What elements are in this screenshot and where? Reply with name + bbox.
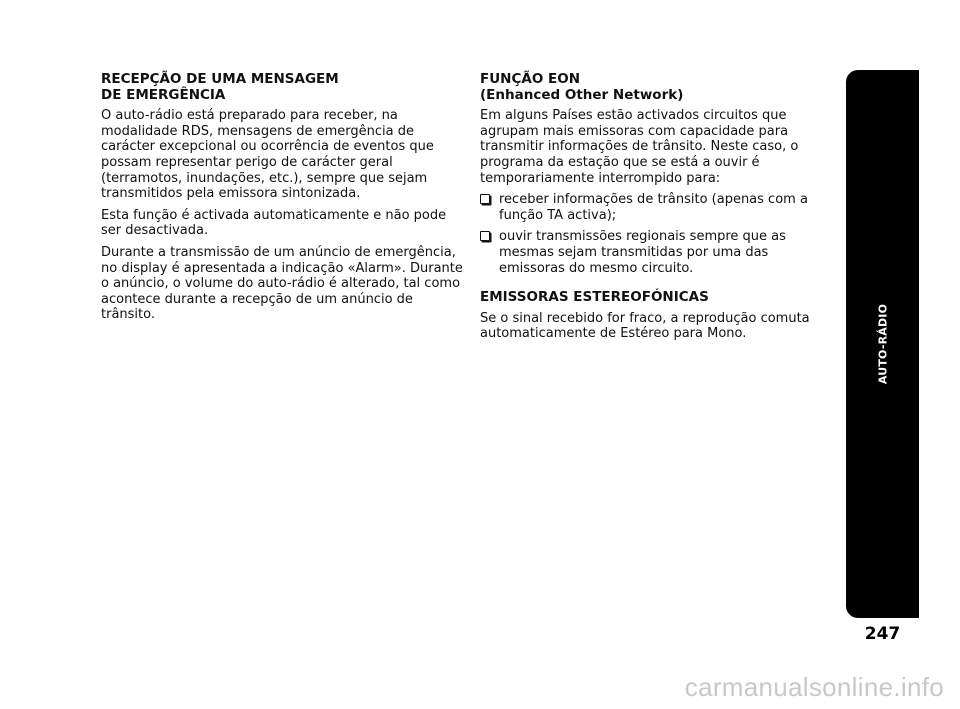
list-item-text: ouvir transmissões regionais sempre que as mesmas sejam transmitidas por uma das emissoras do mesmo circuito. — [499, 229, 786, 276]
heading-line-1: RECEPÇÃO DE UMA MENSAGEM — [101, 71, 339, 87]
bullet-list — [480, 192, 832, 276]
paragraph: Se o sinal recebido for fraco, a reprodução comuta automaticamente de Estéreo para Mono. — [480, 310, 810, 342]
stereo-stations-heading: EMISSORAS ESTEREOFÓNICAS — [480, 289, 709, 306]
section-side-tab — [846, 70, 919, 618]
paragraph: O auto-rádio está preparado para receber, na modalidade RDS, mensagens de emergência de carácter excepcional ou ocorrência de eventos que possam representar perigo de carácter geral (terramotos, inundações, etc.), sempre que sejam transmitidos pela emissora sintonizada. — [101, 108, 434, 202]
list-item — [480, 192, 832, 223]
paragraph: Em alguns Países estão activados circuitos que agrupam mais emissoras com capacidade para transmitir informações de trânsito. Neste caso, o programa da estação que se está a ouvir é temporariamente interrompido para: — [480, 108, 799, 186]
eon-heading — [480, 72, 832, 103]
watermark: carmanualsonline.info — [684, 672, 944, 702]
checkbox-bullet-icon — [480, 194, 490, 204]
section-label: AUTO-RÁDIO — [876, 303, 889, 385]
page-number: 247 — [864, 624, 901, 644]
right-column — [480, 72, 832, 348]
heading-line-2: DE EMERGÊNCIA — [101, 86, 226, 103]
left-column — [101, 72, 463, 329]
heading-line-2: (Enhanced Other Network) — [480, 86, 684, 103]
paragraph: Durante a transmissão de um anúncio de emergência, no display é apresentada a indicação «Alarm». Durante o anúncio, o volume do auto-rádio é alterado, tal como acontece durante a recepção de um anúncio de trânsito. — [101, 244, 463, 323]
paragraph: Esta função é activada automaticamente e não pode ser desactivada. — [101, 207, 447, 239]
emergency-message-heading — [101, 72, 463, 103]
checkbox-bullet-icon — [480, 231, 490, 241]
list-item — [480, 229, 832, 276]
list-item-text: receber informações de trânsito (apenas com a função TA activa); — [499, 192, 808, 223]
heading-line-1: FUNÇÃO EON — [480, 71, 581, 87]
